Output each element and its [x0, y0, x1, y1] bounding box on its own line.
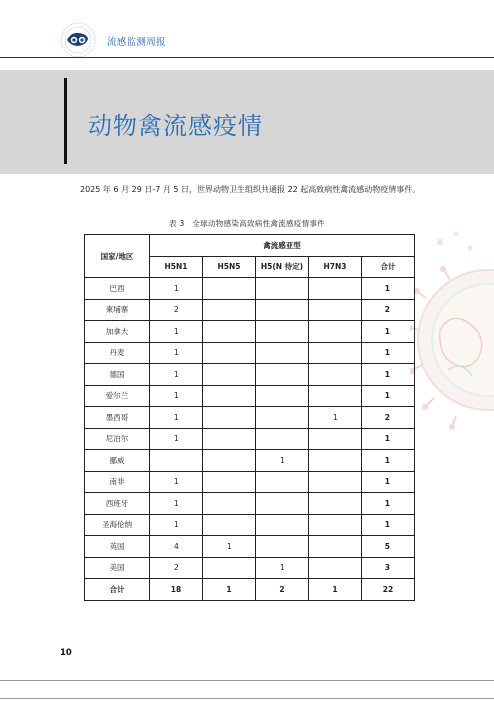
table-row — [85, 557, 415, 579]
count-cell: 1 — [309, 407, 362, 429]
table-row — [85, 493, 415, 515]
country-cell: 南非 — [85, 471, 150, 493]
count-cell — [309, 299, 362, 321]
banner-accent-bar — [64, 78, 67, 164]
country-cell: 丹麦 — [85, 342, 150, 364]
total-value-cell: 22 — [362, 579, 415, 601]
count-cell — [203, 450, 256, 472]
count-cell: 1 — [256, 557, 309, 579]
count-cell: 2 — [150, 557, 203, 579]
table-row — [85, 321, 415, 343]
table-caption: 表 3 全球动物感染高致病性禽流感疫情事件 — [169, 219, 325, 228]
count-cell — [309, 385, 362, 407]
country-cell: 挪威 — [85, 450, 150, 472]
total-value-cell: 1 — [203, 579, 256, 601]
count-cell — [256, 493, 309, 515]
count-cell — [203, 299, 256, 321]
subtype-header-cell: H5N5 — [203, 256, 256, 278]
country-cell: 墨西哥 — [85, 407, 150, 429]
country-cell: 英国 — [85, 536, 150, 558]
count-cell — [203, 471, 256, 493]
row-total-cell: 5 — [362, 536, 415, 558]
count-cell: 1 — [150, 514, 203, 536]
footer-divider-bottom — [0, 698, 494, 699]
total-label-cell: 合计 — [85, 579, 150, 601]
country-cell: 加拿大 — [85, 321, 150, 343]
section-title: 动物禽流感疫情 — [88, 112, 263, 140]
count-cell: 1 — [150, 471, 203, 493]
table-row — [85, 428, 415, 450]
count-cell — [203, 407, 256, 429]
subtype-header-cell: H7N3 — [309, 256, 362, 278]
total-value-cell: 2 — [256, 579, 309, 601]
row-total-cell: 3 — [362, 557, 415, 579]
count-cell — [150, 450, 203, 472]
count-cell — [309, 450, 362, 472]
count-cell — [203, 321, 256, 343]
count-cell — [203, 557, 256, 579]
count-cell — [203, 428, 256, 450]
table-row — [85, 471, 415, 493]
row-total-cell: 1 — [362, 514, 415, 536]
table-row — [85, 514, 415, 536]
table-row — [85, 385, 415, 407]
country-cell: 巴西 — [85, 278, 150, 300]
row-total-cell: 1 — [362, 278, 415, 300]
country-cell: 爱尔兰 — [85, 385, 150, 407]
total-value-cell: 18 — [150, 579, 203, 601]
virus-illustration-icon — [410, 220, 494, 470]
country-column-header: 国家/地区 — [85, 235, 150, 278]
subtype-header-cell: H5(N 待定) — [256, 256, 309, 278]
count-cell — [309, 557, 362, 579]
page-header — [0, 0, 494, 58]
count-cell: 1 — [150, 493, 203, 515]
count-cell — [203, 493, 256, 515]
count-cell — [256, 385, 309, 407]
row-total-cell: 2 — [362, 407, 415, 429]
row-total-cell: 2 — [362, 299, 415, 321]
country-cell: 西班牙 — [85, 493, 150, 515]
count-cell — [309, 364, 362, 386]
count-cell — [256, 428, 309, 450]
count-cell: 1 — [150, 321, 203, 343]
table-row — [85, 342, 415, 364]
count-cell: 1 — [256, 450, 309, 472]
count-cell — [203, 514, 256, 536]
summary-text: 2025 年 6 月 29 日-7 月 5 日，世界动物卫生组织共通报 22 起高致病性禽流感动物疫情事件。 — [80, 185, 421, 194]
count-cell: 1 — [150, 428, 203, 450]
count-cell — [203, 385, 256, 407]
total-row — [85, 579, 415, 601]
count-cell — [256, 321, 309, 343]
table-row — [85, 407, 415, 429]
count-cell — [256, 278, 309, 300]
count-cell — [309, 342, 362, 364]
count-cell — [203, 278, 256, 300]
country-cell: 德国 — [85, 364, 150, 386]
count-cell — [309, 493, 362, 515]
row-total-cell: 1 — [362, 493, 415, 515]
count-cell — [309, 471, 362, 493]
country-cell: 圣海伦纳 — [85, 514, 150, 536]
row-total-cell: 1 — [362, 321, 415, 343]
count-cell — [256, 342, 309, 364]
count-cell — [256, 536, 309, 558]
count-cell — [309, 514, 362, 536]
subtype-header-cell: H5N1 — [150, 256, 203, 278]
table-row — [85, 364, 415, 386]
count-cell — [256, 514, 309, 536]
count-cell — [256, 471, 309, 493]
count-cell — [203, 364, 256, 386]
table-row — [85, 299, 415, 321]
row-total-cell: 1 — [362, 385, 415, 407]
outbreak-table — [84, 234, 415, 601]
header-title: 流感监测周报 — [107, 37, 166, 48]
count-cell — [309, 536, 362, 558]
count-cell: 1 — [150, 385, 203, 407]
count-cell — [256, 299, 309, 321]
table-row — [85, 450, 415, 472]
count-cell: 1 — [203, 536, 256, 558]
count-cell — [203, 342, 256, 364]
count-cell: 4 — [150, 536, 203, 558]
row-total-cell: 1 — [362, 428, 415, 450]
subtype-group-header: 禽流感亚型 — [150, 235, 415, 257]
count-cell — [309, 428, 362, 450]
header-divider — [0, 57, 494, 58]
total-value-cell: 1 — [309, 579, 362, 601]
count-cell: 1 — [150, 407, 203, 429]
page-number: 10 — [60, 648, 72, 658]
count-cell: 1 — [150, 364, 203, 386]
count-cell: 1 — [150, 278, 203, 300]
count-cell — [309, 278, 362, 300]
country-cell: 柬埔寨 — [85, 299, 150, 321]
country-cell: 尼泊尔 — [85, 428, 150, 450]
count-cell — [256, 364, 309, 386]
count-cell: 2 — [150, 299, 203, 321]
count-cell: 1 — [150, 342, 203, 364]
footer-divider-top — [0, 680, 494, 681]
count-cell — [256, 407, 309, 429]
table-row — [85, 536, 415, 558]
table-row — [85, 278, 415, 300]
country-cell: 美国 — [85, 557, 150, 579]
count-cell — [309, 321, 362, 343]
row-total-cell: 1 — [362, 450, 415, 472]
subtype-header-cell: 合计 — [362, 256, 415, 278]
row-total-cell: 1 — [362, 471, 415, 493]
organization-logo-icon — [58, 20, 98, 60]
row-total-cell: 1 — [362, 364, 415, 386]
row-total-cell: 1 — [362, 342, 415, 364]
